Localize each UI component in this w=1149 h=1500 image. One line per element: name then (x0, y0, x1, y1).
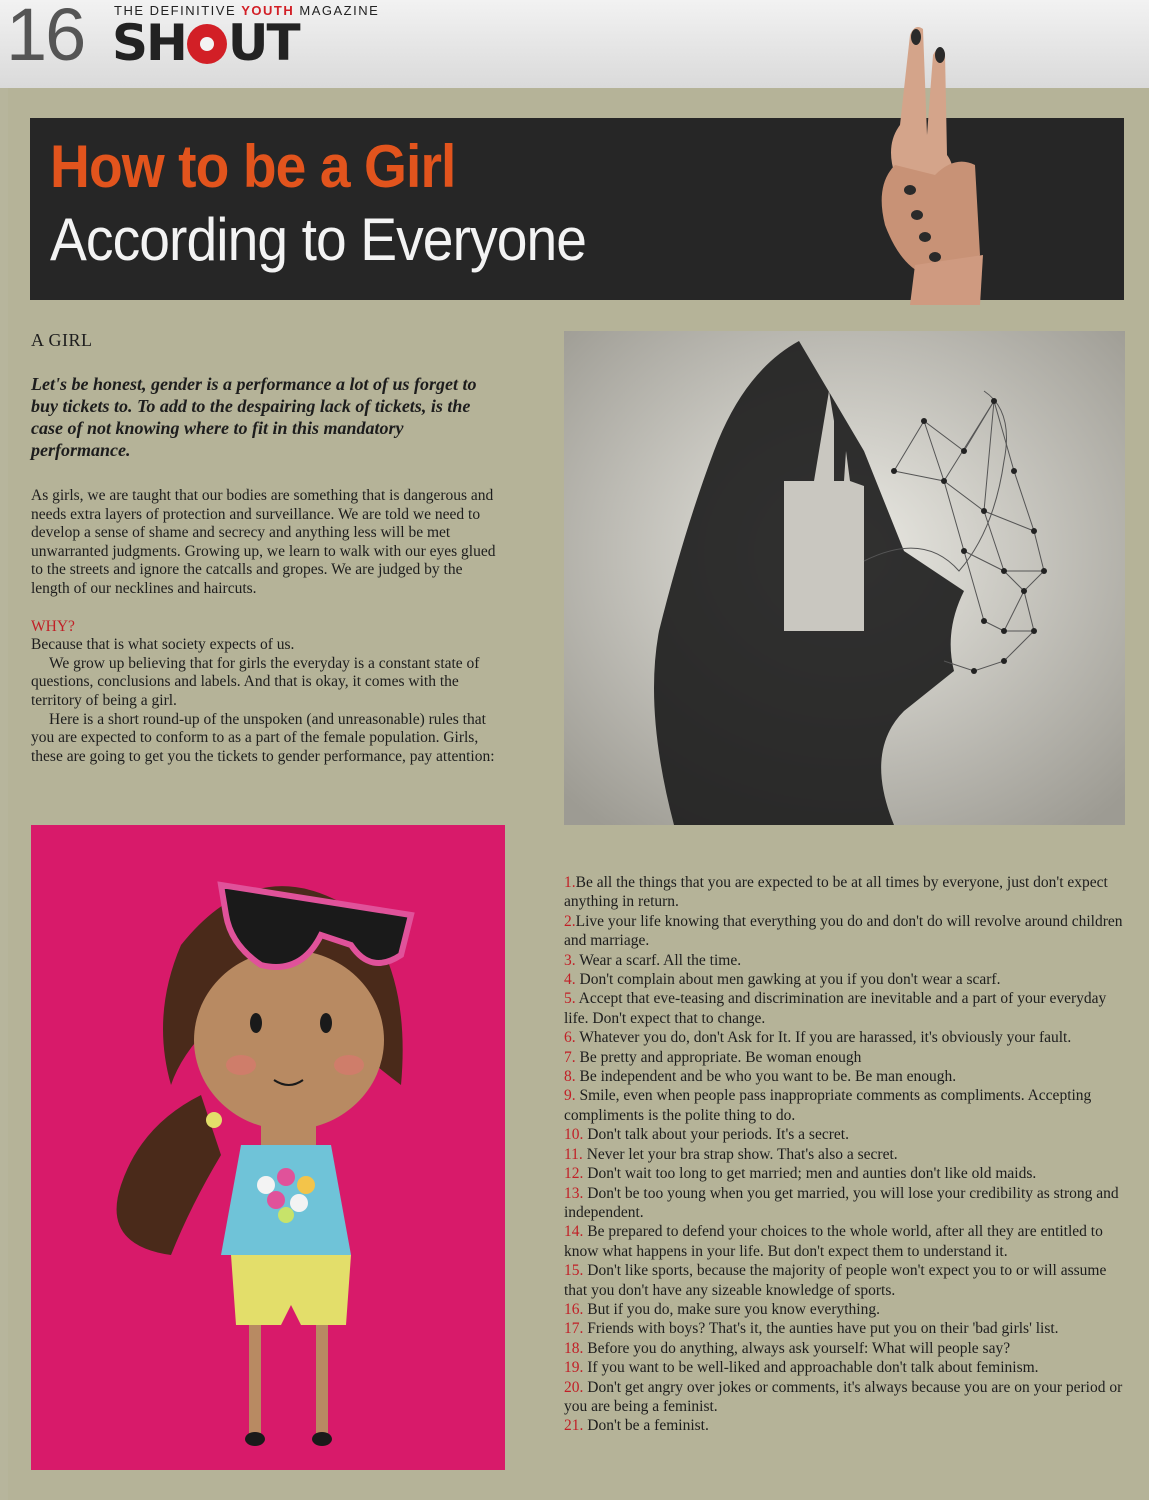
rule-number: 8. (564, 1068, 576, 1086)
rule-number: 21. (564, 1417, 584, 1435)
list-item (564, 1067, 1126, 1086)
list-item (564, 1300, 1126, 1319)
rule-number: 12. (564, 1165, 584, 1183)
rule-number: 18. (564, 1339, 584, 1357)
rule-text: Accept that eve-teasing and discrimination are inevitable and a part of your everyday life. Don't expect that to change. (564, 990, 1107, 1027)
list-item (564, 970, 1126, 989)
rule-number: 4. (564, 971, 576, 989)
rule-text: Don't be too young when you get married, you will lose your credibility as strong and independent. (564, 1184, 1119, 1221)
list-item (564, 1164, 1126, 1183)
rule-number: 9. (564, 1087, 576, 1105)
rules-list (564, 873, 1126, 1436)
rule-number: 5. (564, 990, 576, 1008)
list-item (564, 1358, 1126, 1377)
page-number: 16 (6, 0, 85, 76)
list-item (564, 1416, 1126, 1435)
article-intro (31, 330, 501, 766)
rule-text: Don't wait too long to get married; men and aunties don't like old maids. (583, 1165, 1037, 1183)
rule-number: 6. (564, 1029, 576, 1047)
list-item (564, 1261, 1126, 1300)
rule-text: Smile, even when people pass inappropriate comments as compliments. Accepting compliments is the polite thing to do. (564, 1087, 1092, 1124)
list-item (564, 1339, 1126, 1358)
rule-text: Friends with boys? That's it, the aunties have put you on their 'bad girls' list. (583, 1320, 1059, 1338)
list-item (564, 1222, 1126, 1261)
why-answer: Because that is what society expects of us. (31, 636, 295, 654)
silhouette-castle-image (564, 331, 1125, 825)
rule-text: Don't be a feminist. (583, 1417, 709, 1435)
article-lede: Let's be honest, gender is a performance a lot of us forget to buy tickets to. To add to the despairing lack of tickets, is the case of not knowing where to fit in this mandatory performance. (31, 374, 477, 460)
list-item (564, 1048, 1126, 1067)
rule-number: 13. (564, 1184, 584, 1202)
rule-number: 17. (564, 1320, 584, 1338)
rule-text: Wear a scarf. All the time. (575, 951, 742, 969)
rule-text: Be independent and be who you want to be. Be man enough. (575, 1068, 957, 1086)
list-item (564, 873, 1126, 912)
logo-text-right: UT (227, 14, 299, 72)
rule-text: Be prepared to defend your choices to the whole world, after all they are entitled to know what happens in your life. But don't expect them to understand it. (564, 1223, 1103, 1260)
intro-paragraph: As girls, we are taught that our bodies are something that is dangerous and needs extra layers of protection and surveillance. We are told we need to develop a sense of shame and secrecy and anything less will be met unwarranted judgments. Growing up, we learn to walk with our eyes glued to the streets and ignore the catcalls and gropes. We are judged by the length of our necklines and haircuts. (31, 487, 496, 597)
double-exposure-photo (564, 331, 1125, 825)
rule-number: 10. (564, 1126, 584, 1144)
why-heading: WHY? (31, 617, 75, 635)
logo-text-left: SH (112, 14, 186, 72)
section-label: A GIRL (31, 330, 93, 350)
girl-illustration (31, 825, 505, 1470)
rule-number: 3. (564, 951, 576, 969)
rule-number: 14. (564, 1223, 584, 1241)
rule-text: But if you do, make sure you know everything. (583, 1300, 880, 1318)
list-item (564, 1184, 1126, 1223)
rule-text: Whatever you do, don't Ask for It. If you are harassed, it's obviously your fault. (575, 1029, 1072, 1047)
rule-number: 1. (564, 874, 576, 891)
rule-text: Live your life knowing that everything you do and don't do will revolve around children and marriage. (564, 912, 1123, 950)
article-title: How to be a Girl (50, 133, 456, 200)
rule-text: If you want to be well-liked and approachable don't talk about feminism. (583, 1359, 1039, 1377)
body-paragraph-2: We grow up believing that for girls the everyday is a constant state of questions, conclusions and labels. And that is okay, it comes with the territory of being a girl. (31, 654, 480, 709)
rule-number: 2. (564, 912, 576, 930)
body-paragraph-3: Here is a short round-up of the unspoken (and unreasonable) rules that you are expected to conform to as a part of the female population. Girls, these are going to get you the tickets to gender performance, pay attention: (31, 710, 495, 765)
rule-text: Don't like sports, because the majority of people won't expect you to or will assume that you don't have any sizeable knowledge of sports. (564, 1262, 1107, 1299)
list-item (564, 1145, 1126, 1164)
list-item (564, 951, 1126, 970)
magazine-logo (112, 14, 299, 72)
cartoon-girl-image (31, 825, 505, 1470)
rule-text: Don't get angry over jokes or comments, it's always because you are on your period or you are being a feminist. (564, 1378, 1123, 1415)
list-item (564, 1028, 1126, 1047)
tagline-pre: THE DEFINITIVE (114, 3, 237, 18)
rule-number: 7. (564, 1048, 576, 1066)
rule-text: Be all the things that you are expected to be at all times by everyone, just don't expect anything in return. (564, 874, 1108, 911)
list-item (564, 1125, 1126, 1144)
list-item (564, 912, 1126, 951)
logo-circle-icon (187, 24, 227, 64)
rule-number: 11. (564, 1145, 583, 1163)
rule-number: 15. (564, 1262, 584, 1280)
rule-text: Don't complain about men gawking at you if you don't wear a scarf. (575, 971, 1001, 989)
list-item (564, 1319, 1126, 1338)
article-subtitle: According to Everyone (50, 206, 587, 273)
rule-text: Don't talk about your periods. It's a secret. (583, 1126, 849, 1144)
rule-number: 16. (564, 1300, 584, 1318)
rule-text: Be pretty and appropriate. Be woman enough (575, 1048, 862, 1066)
tagline-highlight: YOUTH (241, 3, 295, 18)
rule-number: 20. (564, 1378, 584, 1396)
hand-illustration (855, 15, 990, 305)
list-item (564, 1086, 1126, 1125)
rule-number: 19. (564, 1359, 584, 1377)
rule-text: Before you do anything, always ask yourself: What will people say? (583, 1339, 1011, 1357)
list-item (564, 989, 1126, 1028)
tagline-post: MAGAZINE (299, 3, 380, 18)
rule-text: Never let your bra strap show. That's also a secret. (582, 1145, 898, 1163)
list-item (564, 1378, 1126, 1417)
